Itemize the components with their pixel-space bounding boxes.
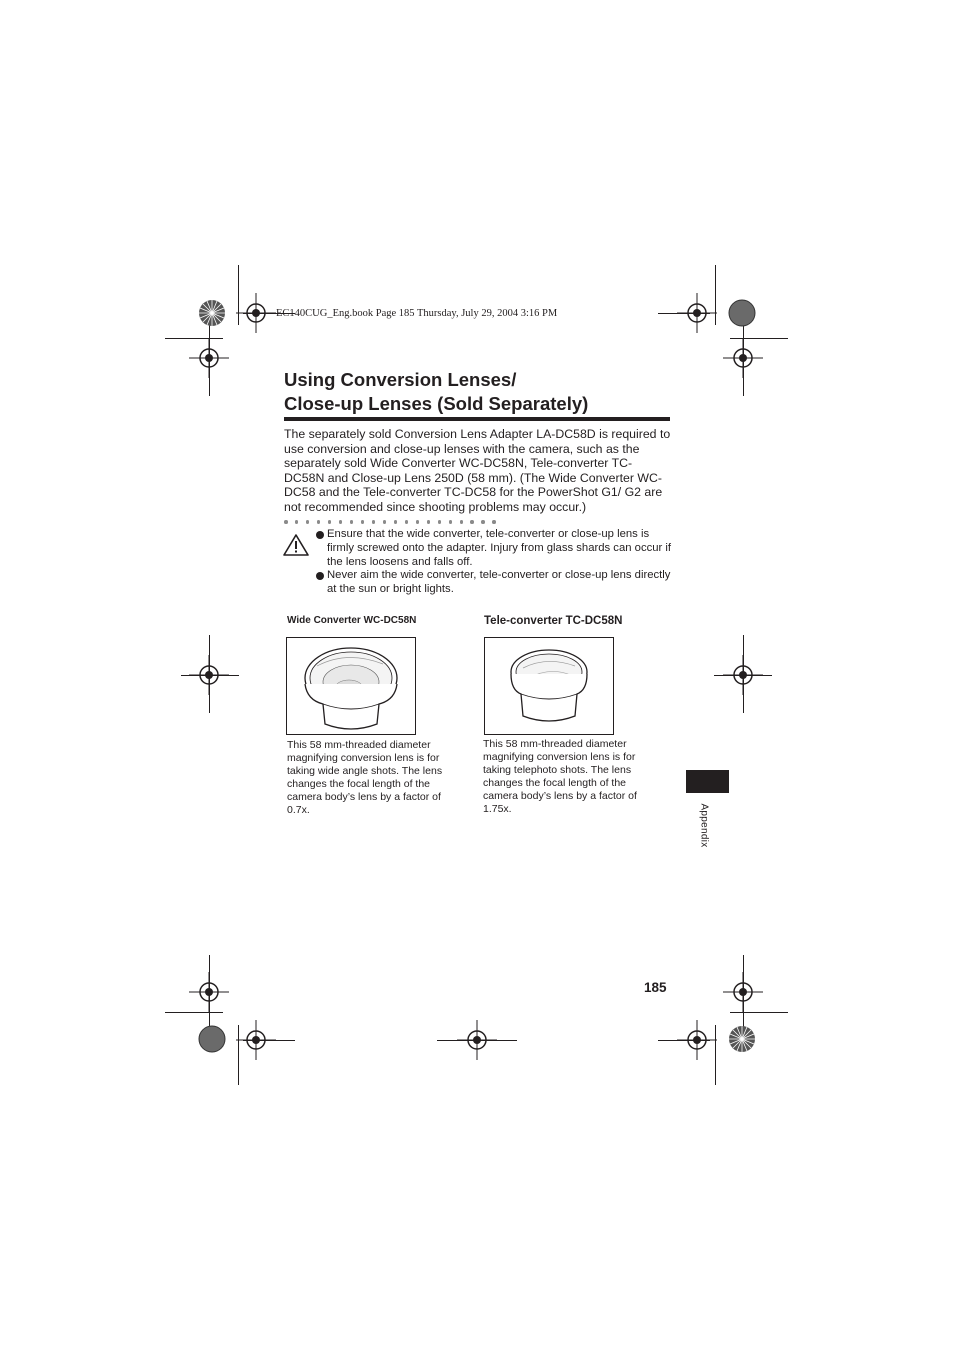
color-target-icon: [198, 299, 226, 327]
registration-mark-icon: [189, 972, 229, 1012]
lens-illustration-icon: [287, 638, 415, 734]
list-item: Ensure that the wide converter, tele-converter or close-up lens is firmly screwed onto the adapter. Injury from glass shards can occur if the lens loosens and falls off.: [316, 528, 676, 569]
print-header: EC140CUG_Eng.book Page 185 Thursday, July 29, 2004 3:16 PM: [276, 308, 558, 319]
crop-line: [165, 1012, 223, 1013]
registration-mark-icon: [723, 655, 763, 695]
color-target-icon: [728, 299, 756, 327]
title-underline: [284, 417, 670, 421]
crop-line: [730, 1012, 788, 1013]
dotted-separator: [284, 520, 496, 528]
lens-illustration-icon: [485, 638, 613, 734]
registration-mark-icon: [236, 293, 276, 333]
registration-mark-icon: [723, 972, 763, 1012]
registration-mark-icon: [457, 1020, 497, 1060]
page-title: [284, 368, 674, 415]
registration-mark-icon: [677, 1020, 717, 1060]
registration-mark-icon: [189, 655, 229, 695]
warning-triangle-icon: [283, 533, 309, 557]
caution-list: [316, 528, 676, 597]
page-number: 185: [644, 980, 667, 995]
intro-paragraph: The separately sold Conversion Lens Adapter LA-DC58D is required to use conversion and close-up lenses with the camera, such as the separately sold Wide Converter WC-DC58N, Tele-converter TC-DC58N and Close-up Lens 250D (58 mm). (The Wide Converter WC-DC58 and the Tele-converter TC-DC58 for the PowerShot G1/ G2 are not recommended since shooting problems may occur.): [284, 427, 671, 514]
color-target-icon: [198, 1025, 226, 1053]
tele-converter-image: [484, 637, 614, 735]
section-label: Appendix: [698, 803, 710, 848]
registration-mark-icon: [677, 293, 717, 333]
list-item: Never aim the wide converter, tele-converter or close-up lens directly at the sun or bright lights.: [316, 569, 676, 597]
registration-mark-icon: [723, 338, 763, 378]
product-caption: Wide Converter WC-DC58N: [287, 615, 417, 626]
registration-mark-icon: [236, 1020, 276, 1060]
wide-converter-image: [286, 637, 416, 735]
product-description: This 58 mm-threaded diameter magnifying conversion lens is for taking telephoto shots. The lens changes the focal length of the camera body’s lens by a factor of 1.75x.: [483, 738, 637, 815]
registration-mark-icon: [189, 338, 229, 378]
page-title-line: Using Conversion Lenses/: [284, 369, 517, 390]
product-caption: Tele-converter TC-DC58N: [484, 615, 623, 627]
product-description: This 58 mm-threaded diameter magnifying conversion lens is for taking wide angle shots. The lens changes the focal length of the camera body’s lens by a factor of 0.7x.: [287, 739, 443, 816]
color-target-icon: [728, 1025, 756, 1053]
page-title-line: Close-up Lenses (Sold Separately): [284, 392, 589, 414]
section-tab: [686, 770, 729, 793]
